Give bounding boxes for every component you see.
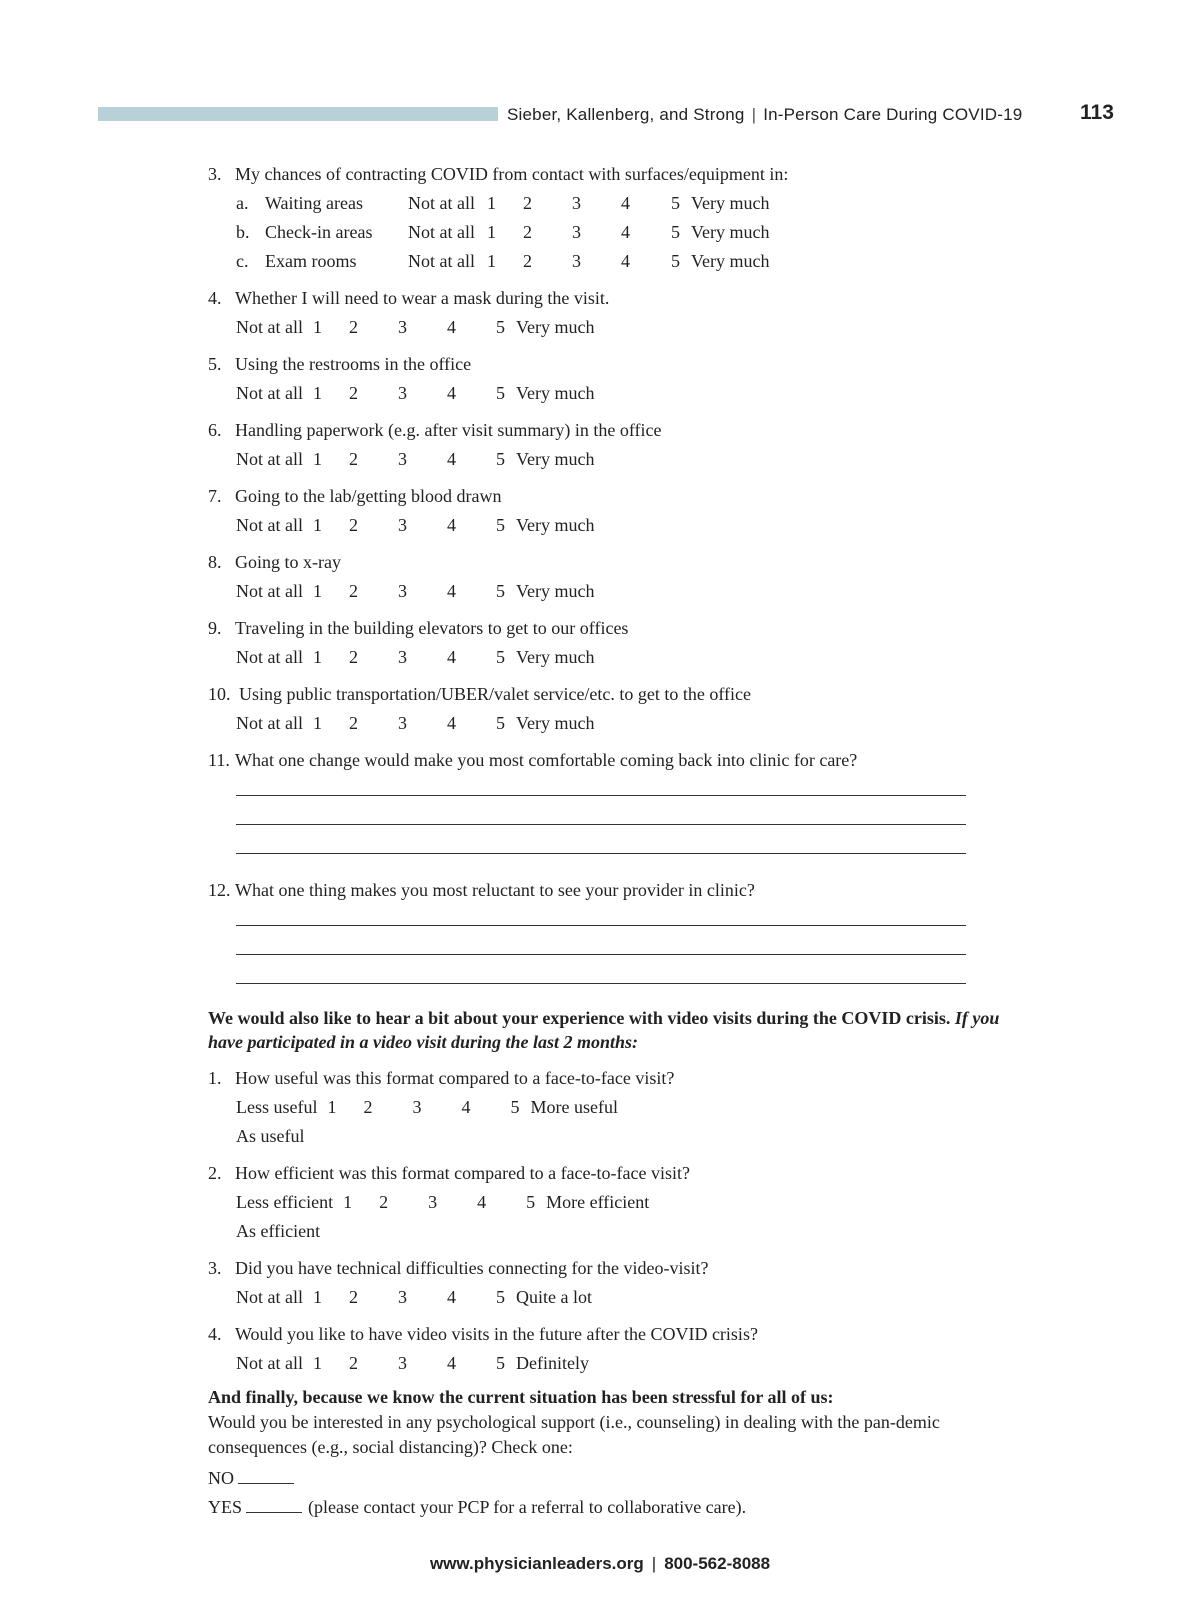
- scale-5[interactable]: 5: [495, 581, 505, 601]
- scale-1[interactable]: 1: [486, 222, 496, 242]
- scale-high-label: Very much: [515, 581, 595, 601]
- scale-low-label: Not at all: [408, 222, 475, 242]
- scale-low-label: Not at all: [236, 383, 303, 403]
- question-text: How useful was this format compared to a face-to-face visit?: [235, 1068, 675, 1088]
- scale-5[interactable]: 5: [495, 449, 505, 469]
- scale-2[interactable]: 2: [363, 1097, 373, 1117]
- rating-scale: [208, 643, 1018, 672]
- question-number: 3.: [208, 1258, 222, 1278]
- scale-3[interactable]: 3: [397, 713, 407, 733]
- question-text: Did you have technical difficulties connecting for the video-visit?: [235, 1258, 709, 1278]
- scale-low-label: Not at all: [236, 1353, 303, 1373]
- rating-scale: [208, 1283, 1018, 1312]
- rating-scale: [208, 577, 1018, 606]
- scale-1[interactable]: 1: [312, 317, 322, 337]
- scale-5[interactable]: 5: [495, 1353, 505, 1373]
- question-11: [208, 746, 1018, 862]
- question-text: Whether I will need to wear a mask during the visit.: [235, 288, 610, 308]
- question-number: 12.: [208, 880, 231, 900]
- scale-1[interactable]: 1: [312, 383, 322, 403]
- scale-3[interactable]: 3: [397, 1287, 407, 1307]
- running-head: [507, 105, 1022, 125]
- scale-3[interactable]: 3: [571, 193, 581, 213]
- question-5: [208, 350, 1018, 408]
- scale-1[interactable]: 1: [312, 449, 322, 469]
- scale-5[interactable]: 5: [670, 193, 680, 213]
- scale-high-label: Quite a lot: [515, 1287, 592, 1307]
- scale-high-label: More efficient: [546, 1192, 650, 1212]
- scale-high-label: Very much: [690, 222, 770, 242]
- answer-line[interactable]: [236, 934, 1018, 963]
- question-number: 4.: [208, 288, 222, 308]
- footer-website[interactable]: www.physicianleaders.org: [429, 1554, 644, 1573]
- scale-5[interactable]: 5: [670, 251, 680, 271]
- question-7: [208, 482, 1018, 540]
- finally-heading: And finally, because we know the current situation has been stressful for all of us:: [208, 1387, 834, 1407]
- yes-note: (please contact your PCP for a referral to collaborative care).: [308, 1497, 747, 1517]
- answer-line[interactable]: [236, 963, 1018, 992]
- scale-1[interactable]: 1: [312, 581, 322, 601]
- sub-item: [208, 247, 1018, 276]
- scale-1[interactable]: 1: [312, 713, 322, 733]
- scale-3[interactable]: 3: [397, 449, 407, 469]
- scale-3[interactable]: 3: [571, 251, 581, 271]
- video-question-4: [208, 1320, 1018, 1378]
- yes-checkbox-blank[interactable]: [246, 1494, 302, 1513]
- scale-high-label: Very much: [515, 317, 595, 337]
- scale-4[interactable]: 4: [446, 713, 456, 733]
- scale-2[interactable]: 2: [348, 515, 358, 535]
- scale-1[interactable]: 1: [343, 1192, 353, 1212]
- running-head-title: In-Person Care During COVID-19: [763, 105, 1023, 124]
- scale-low-label: Not at all: [236, 449, 303, 469]
- rating-scale: [208, 1093, 1018, 1122]
- yes-label: YES: [208, 1497, 243, 1517]
- footer-phone: 800-562-8088: [664, 1554, 771, 1573]
- video-question-1: [208, 1064, 1018, 1151]
- scale-3[interactable]: 3: [397, 383, 407, 403]
- scale-4[interactable]: 4: [477, 1192, 487, 1212]
- question-4: [208, 284, 1018, 342]
- footer-separator: |: [651, 1554, 657, 1573]
- scale-2[interactable]: 2: [522, 251, 532, 271]
- page-number: 113: [1080, 101, 1114, 124]
- scale-4[interactable]: 4: [446, 1353, 456, 1373]
- survey-content: [208, 160, 1018, 1522]
- scale-low-label: Not at all: [236, 515, 303, 535]
- question-number: 11.: [208, 750, 230, 770]
- scale-high-label: Very much: [515, 383, 595, 403]
- question-number: 6.: [208, 420, 222, 440]
- scale-5[interactable]: 5: [495, 317, 505, 337]
- scale-5[interactable]: 5: [495, 383, 505, 403]
- question-number: 3.: [208, 164, 222, 184]
- scale-5[interactable]: 5: [495, 1287, 505, 1307]
- scale-4[interactable]: 4: [446, 647, 456, 667]
- question-text: How efficient was this format compared to a face-to-face visit?: [235, 1163, 690, 1183]
- scale-2[interactable]: 2: [522, 193, 532, 213]
- no-checkbox-blank[interactable]: [238, 1465, 294, 1484]
- running-head-authors: Sieber, Kallenberg, and Strong: [507, 105, 745, 124]
- question-12: [208, 876, 1018, 992]
- scale-4[interactable]: 4: [446, 1287, 456, 1307]
- scale-low-label: Not at all: [236, 581, 303, 601]
- rating-scale: [208, 709, 1018, 738]
- question-9: [208, 614, 1018, 672]
- sub-letter: b.: [236, 222, 250, 242]
- sub-letter: a.: [236, 193, 249, 213]
- question-number: 9.: [208, 618, 222, 638]
- scale-low-label: Not at all: [408, 193, 475, 213]
- scale-2[interactable]: 2: [348, 647, 358, 667]
- scale-4[interactable]: 4: [446, 317, 456, 337]
- scale-high-label: Very much: [690, 193, 770, 213]
- rating-scale: [208, 379, 1018, 408]
- scale-low-label: Not at all: [236, 647, 303, 667]
- question-text: Going to x-ray: [235, 552, 341, 572]
- sub-letter: c.: [236, 251, 249, 271]
- scale-high-label: Very much: [690, 251, 770, 271]
- scale-2[interactable]: 2: [348, 1353, 358, 1373]
- scale-3[interactable]: 3: [397, 515, 407, 535]
- no-option: [208, 1464, 1018, 1493]
- question-text: Using public transportation/UBER/valet service/etc. to get to the office: [239, 684, 752, 704]
- question-number: 1.: [208, 1068, 222, 1088]
- scale-1[interactable]: 1: [312, 647, 322, 667]
- scale-5[interactable]: 5: [495, 713, 505, 733]
- scale-5[interactable]: 5: [526, 1192, 536, 1212]
- sub-item: [208, 189, 1018, 218]
- answer-line[interactable]: [236, 905, 1018, 934]
- scale-4[interactable]: 4: [446, 581, 456, 601]
- question-text: Going to the lab/getting blood drawn: [235, 486, 502, 506]
- scale-3[interactable]: 3: [571, 222, 581, 242]
- scale-low-label: Not at all: [236, 1287, 303, 1307]
- rating-scale: [208, 313, 1018, 342]
- scale-high-label: More useful: [530, 1097, 618, 1117]
- no-label: NO: [208, 1468, 234, 1488]
- scale-3[interactable]: 3: [428, 1192, 438, 1212]
- scale-2[interactable]: 2: [379, 1192, 389, 1212]
- question-number: 7.: [208, 486, 222, 506]
- header-accent-bar: [98, 107, 498, 121]
- answer-line[interactable]: [236, 775, 1018, 804]
- rating-scale: [208, 1349, 1018, 1378]
- scale-5[interactable]: 5: [670, 222, 680, 242]
- sub-text: Waiting areas: [265, 193, 364, 213]
- scale-5[interactable]: 5: [495, 647, 505, 667]
- scale-low-label: Not at all: [236, 713, 303, 733]
- footer: [0, 1554, 1200, 1574]
- scale-high-label: Very much: [515, 449, 595, 469]
- question-6: [208, 416, 1018, 474]
- scale-4[interactable]: 4: [446, 383, 456, 403]
- sub-item: [208, 218, 1018, 247]
- question-text: What one thing makes you most reluctant to see your provider in clinic?: [235, 880, 755, 900]
- video-question-3: [208, 1254, 1018, 1312]
- support-question: Would you be interested in any psychological support (i.e., counseling) in dealing with the pan-demic consequences (e.g., social distancing)? Check one:: [208, 1412, 940, 1457]
- scale-3[interactable]: 3: [397, 581, 407, 601]
- question-10: [208, 680, 1018, 738]
- scale-low-label: Less efficient: [236, 1192, 334, 1212]
- scale-low-label: Not at all: [236, 317, 303, 337]
- running-head-separator: |: [751, 105, 757, 124]
- scale-low-label: Less useful: [236, 1097, 318, 1117]
- scale-2[interactable]: 2: [348, 383, 358, 403]
- scale-4[interactable]: 4: [620, 193, 630, 213]
- sub-text: Exam rooms: [265, 251, 357, 271]
- scale-3[interactable]: 3: [397, 317, 407, 337]
- scale-2[interactable]: 2: [348, 317, 358, 337]
- scale-high-label: Definitely: [515, 1353, 589, 1373]
- question-text: Would you like to have video visits in the future after the COVID crisis?: [235, 1324, 758, 1344]
- sub-text: Check-in areas: [265, 222, 373, 242]
- scale-high-label: Very much: [515, 647, 595, 667]
- rating-scale: [208, 445, 1018, 474]
- scale-1[interactable]: 1: [312, 1353, 322, 1373]
- answer-line[interactable]: [236, 833, 1018, 862]
- rating-scale: [208, 511, 1018, 540]
- scale-1[interactable]: 1: [486, 193, 496, 213]
- scale-2[interactable]: 2: [348, 713, 358, 733]
- scale-high-label: Very much: [515, 515, 595, 535]
- question-text: Handling paperwork (e.g. after visit summary) in the office: [235, 420, 662, 440]
- scale-2[interactable]: 2: [522, 222, 532, 242]
- scale-1[interactable]: 1: [312, 515, 322, 535]
- question-text: My chances of contracting COVID from contact with surfaces/equipment in:: [235, 164, 789, 184]
- scale-3[interactable]: 3: [412, 1097, 422, 1117]
- scale-1[interactable]: 1: [312, 1287, 322, 1307]
- scale-5[interactable]: 5: [495, 515, 505, 535]
- question-number: 10.: [208, 684, 231, 704]
- scale-2[interactable]: 2: [348, 1287, 358, 1307]
- answer-line[interactable]: [236, 804, 1018, 833]
- question-text: What one change would make you most comfortable coming back into clinic for care?: [235, 750, 858, 770]
- yes-option: [208, 1493, 1018, 1522]
- scale-2[interactable]: 2: [348, 449, 358, 469]
- scale-1[interactable]: 1: [327, 1097, 337, 1117]
- scale-4[interactable]: 4: [446, 515, 456, 535]
- scale-4[interactable]: 4: [620, 251, 630, 271]
- question-text: Traveling in the building elevators to get to our offices: [235, 618, 629, 638]
- scale-5[interactable]: 5: [510, 1097, 520, 1117]
- video-intro-italic: If you have participated in a video visit during the last 2 months:: [208, 1008, 1000, 1052]
- scale-middle-label: As useful: [236, 1126, 305, 1146]
- question-number: 2.: [208, 1163, 222, 1183]
- video-question-2: [208, 1159, 1018, 1246]
- rating-scale: [208, 1188, 1018, 1217]
- scale-low-label: Not at all: [408, 251, 475, 271]
- question-3: [208, 160, 1018, 276]
- scale-4[interactable]: 4: [461, 1097, 471, 1117]
- scale-4[interactable]: 4: [620, 222, 630, 242]
- scale-4[interactable]: 4: [446, 449, 456, 469]
- question-text: Using the restrooms in the office: [235, 354, 472, 374]
- video-visit-intro: [208, 1006, 1018, 1054]
- scale-high-label: Very much: [515, 713, 595, 733]
- scale-3[interactable]: 3: [397, 647, 407, 667]
- scale-middle-label: As efficient: [236, 1221, 321, 1241]
- scale-1[interactable]: 1: [486, 251, 496, 271]
- question-number: 5.: [208, 354, 222, 374]
- scale-2[interactable]: 2: [348, 581, 358, 601]
- video-intro-text: We would also like to hear a bit about your experience with video visits during the COVID crisis.: [208, 1008, 951, 1028]
- scale-3[interactable]: 3: [397, 1353, 407, 1373]
- question-8: [208, 548, 1018, 606]
- question-number: 8.: [208, 552, 222, 572]
- question-number: 4.: [208, 1324, 222, 1344]
